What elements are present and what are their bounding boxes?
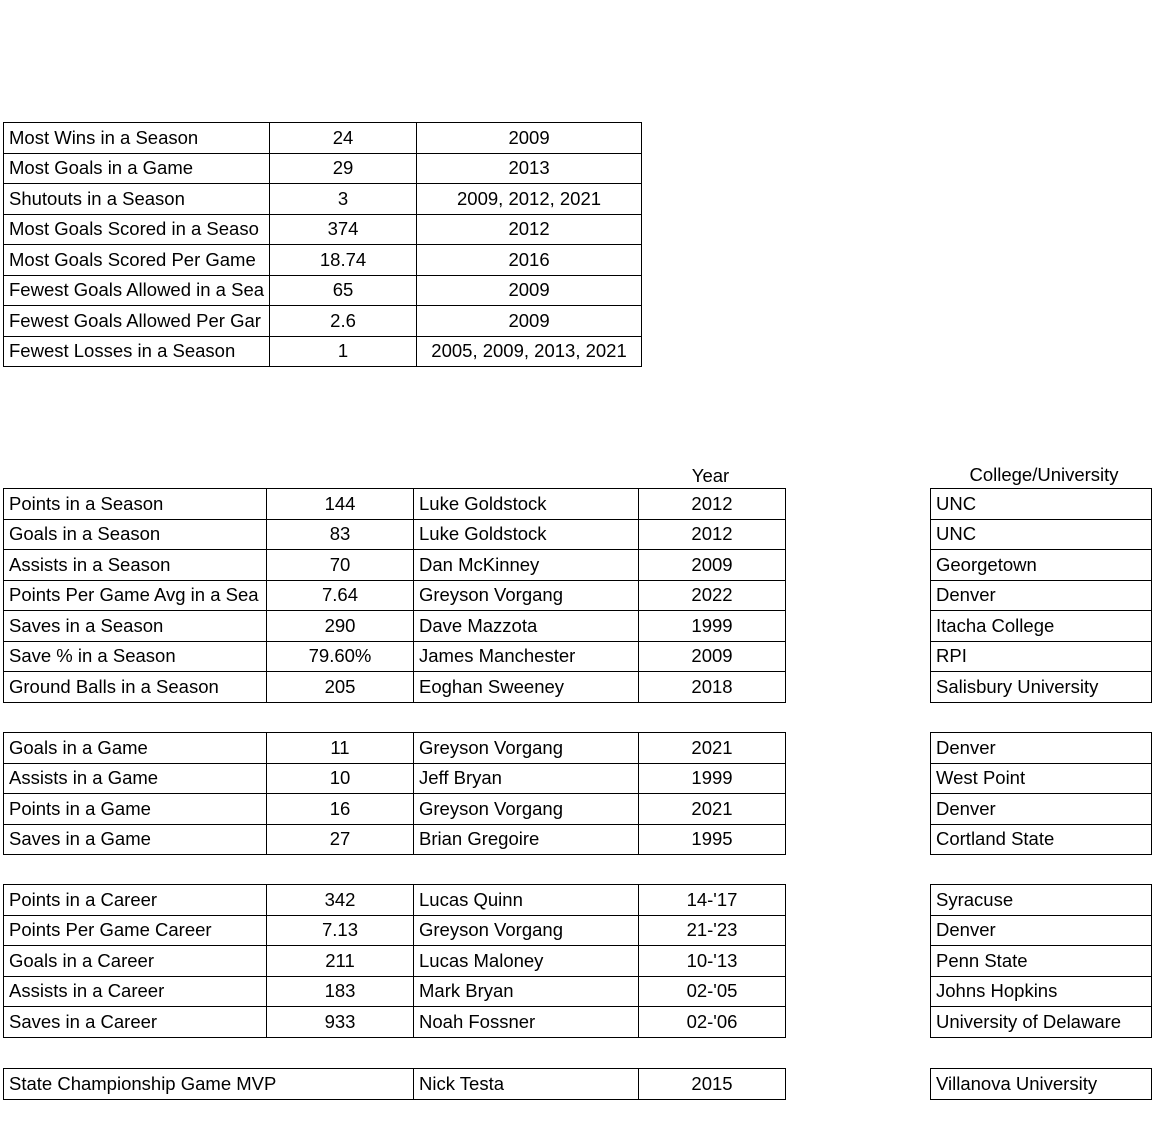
record-college: Denver [931,733,1152,764]
record-value: 144 [267,489,414,520]
record-player: Greyson Vorgang [414,794,639,825]
record-label: Goals in a Game [4,733,267,764]
record-value: 27 [267,824,414,855]
table-row [4,580,786,611]
table-row [4,519,786,550]
table-row [4,489,786,520]
table-row [931,580,1152,611]
mvp-year: 2015 [639,1069,786,1100]
record-player: James Manchester [414,641,639,672]
record-value: 18.74 [270,245,417,276]
table-row [931,915,1152,946]
record-player: Dave Mazzota [414,611,639,642]
record-year: 2016 [417,245,642,276]
record-value: 1 [270,336,417,367]
record-player: Luke Goldstock [414,489,639,520]
table-row [931,611,1152,642]
record-year: 2012 [639,519,786,550]
table-row [931,946,1152,977]
table-row [931,885,1152,916]
record-college: Cortland State [931,824,1152,855]
record-player: Noah Fossner [414,1007,639,1038]
table-row [4,976,786,1007]
table-row [931,1007,1152,1038]
table-row [931,733,1152,764]
table-row [931,672,1152,703]
record-value: 290 [267,611,414,642]
record-label: Fewest Goals Allowed Per Gar [4,306,270,337]
record-college: Denver [931,794,1152,825]
record-college: Itacha College [931,611,1152,642]
record-value: 3 [270,184,417,215]
record-college: UNC [931,519,1152,550]
table-row [4,763,786,794]
record-player: Lucas Quinn [414,885,639,916]
record-player: Lucas Maloney [414,946,639,977]
table-row [931,550,1152,581]
record-value: 211 [267,946,414,977]
record-player: Greyson Vorgang [414,915,639,946]
game-records-table [3,732,786,855]
record-college: University of Delaware [931,1007,1152,1038]
record-label: Most Goals Scored in a Seaso [4,214,270,245]
record-college: Denver [931,915,1152,946]
season-records-table [3,488,786,703]
record-year: 14-'17 [639,885,786,916]
record-value: 7.64 [267,580,414,611]
record-player: Brian Gregoire [414,824,639,855]
table-row [4,611,786,642]
record-year: 2009 [417,275,642,306]
record-college: West Point [931,763,1152,794]
record-label: Shutouts in a Season [4,184,270,215]
record-year: 2009 [417,123,642,154]
college-header: College/University [969,464,1119,485]
mvp-label: State Championship Game MVP [4,1069,414,1100]
record-player: Greyson Vorgang [414,733,639,764]
record-value: 205 [267,672,414,703]
record-year: 2012 [639,489,786,520]
table-row [931,519,1152,550]
record-college: Denver [931,580,1152,611]
record-player: Luke Goldstock [414,519,639,550]
table-row [931,489,1152,520]
table-row [4,275,642,306]
record-college: Georgetown [931,550,1152,581]
record-college: Johns Hopkins [931,976,1152,1007]
record-label: Fewest Goals Allowed in a Sea [4,275,270,306]
record-label: Most Goals in a Game [4,153,270,184]
record-value: 83 [267,519,414,550]
year-header: Year [691,465,730,486]
table-row [4,885,786,916]
table-row [4,794,786,825]
record-label: Most Goals Scored Per Game [4,245,270,276]
record-year: 2022 [639,580,786,611]
table-row [4,915,786,946]
record-value: 79.60% [267,641,414,672]
table-row [4,946,786,977]
record-college: UNC [931,489,1152,520]
record-label: Saves in a Career [4,1007,267,1038]
record-label: Assists in a Season [4,550,267,581]
record-label: Saves in a Game [4,824,267,855]
table-row [4,550,786,581]
record-year: 1999 [639,611,786,642]
record-value: 10 [267,763,414,794]
record-value: 29 [270,153,417,184]
mvp-table [3,1068,786,1100]
table-row [4,245,642,276]
team-records-table [3,122,642,367]
mvp-college: Villanova University [931,1069,1152,1100]
record-year: 2009 [639,641,786,672]
record-value: 342 [267,885,414,916]
record-value: 7.13 [267,915,414,946]
record-value: 24 [270,123,417,154]
record-label: Most Wins in a Season [4,123,270,154]
record-year: 02-'06 [639,1007,786,1038]
record-player: Greyson Vorgang [414,580,639,611]
mvp-college-table [930,1068,1152,1100]
record-player: Jeff Bryan [414,763,639,794]
record-year: 2009 [417,306,642,337]
record-label: Fewest Losses in a Season [4,336,270,367]
record-label: Saves in a Season [4,611,267,642]
record-player: Mark Bryan [414,976,639,1007]
record-year: 21-'23 [639,915,786,946]
record-label: Points in a Career [4,885,267,916]
record-value: 183 [267,976,414,1007]
table-row [4,336,642,367]
table-row [4,1069,786,1100]
table-row [4,214,642,245]
record-label: Points Per Game Avg in a Sea [4,580,267,611]
record-year: 1995 [639,824,786,855]
record-label: Points in a Game [4,794,267,825]
table-row [4,123,642,154]
record-label: Ground Balls in a Season [4,672,267,703]
record-year: 2005, 2009, 2013, 2021 [417,336,642,367]
record-year: 2021 [639,733,786,764]
record-label: Points Per Game Career [4,915,267,946]
career-college-table [930,884,1152,1038]
record-value: 374 [270,214,417,245]
table-row [4,1007,786,1038]
table-row [4,153,642,184]
record-year: 2013 [417,153,642,184]
record-player: Eoghan Sweeney [414,672,639,703]
record-year: 2012 [417,214,642,245]
table-row [931,641,1152,672]
table-row [931,763,1152,794]
record-year: 2009 [639,550,786,581]
record-college: Salisbury University [931,672,1152,703]
record-year: 2021 [639,794,786,825]
record-value: 16 [267,794,414,825]
table-row [4,824,786,855]
season-college-table [930,488,1152,703]
table-row [4,184,642,215]
record-label: Goals in a Career [4,946,267,977]
game-college-table [930,732,1152,855]
record-value: 933 [267,1007,414,1038]
table-row [4,306,642,337]
record-value: 65 [270,275,417,306]
table-row [4,733,786,764]
mvp-player: Nick Testa [414,1069,639,1100]
record-college: RPI [931,641,1152,672]
record-college: Penn State [931,946,1152,977]
record-year: 10-'13 [639,946,786,977]
record-label: Assists in a Career [4,976,267,1007]
record-label: Save % in a Season [4,641,267,672]
table-row [4,672,786,703]
record-label: Points in a Season [4,489,267,520]
table-row [931,976,1152,1007]
table-row [4,641,786,672]
record-year: 02-'05 [639,976,786,1007]
table-row [931,824,1152,855]
career-records-table [3,884,786,1038]
table-row [931,794,1152,825]
record-value: 2.6 [270,306,417,337]
record-label: Assists in a Game [4,763,267,794]
record-college: Syracuse [931,885,1152,916]
record-label: Goals in a Season [4,519,267,550]
record-year: 1999 [639,763,786,794]
record-player: Dan McKinney [414,550,639,581]
table-row [931,1069,1152,1100]
record-value: 11 [267,733,414,764]
record-year: 2009, 2012, 2021 [417,184,642,215]
record-year: 2018 [639,672,786,703]
record-value: 70 [267,550,414,581]
